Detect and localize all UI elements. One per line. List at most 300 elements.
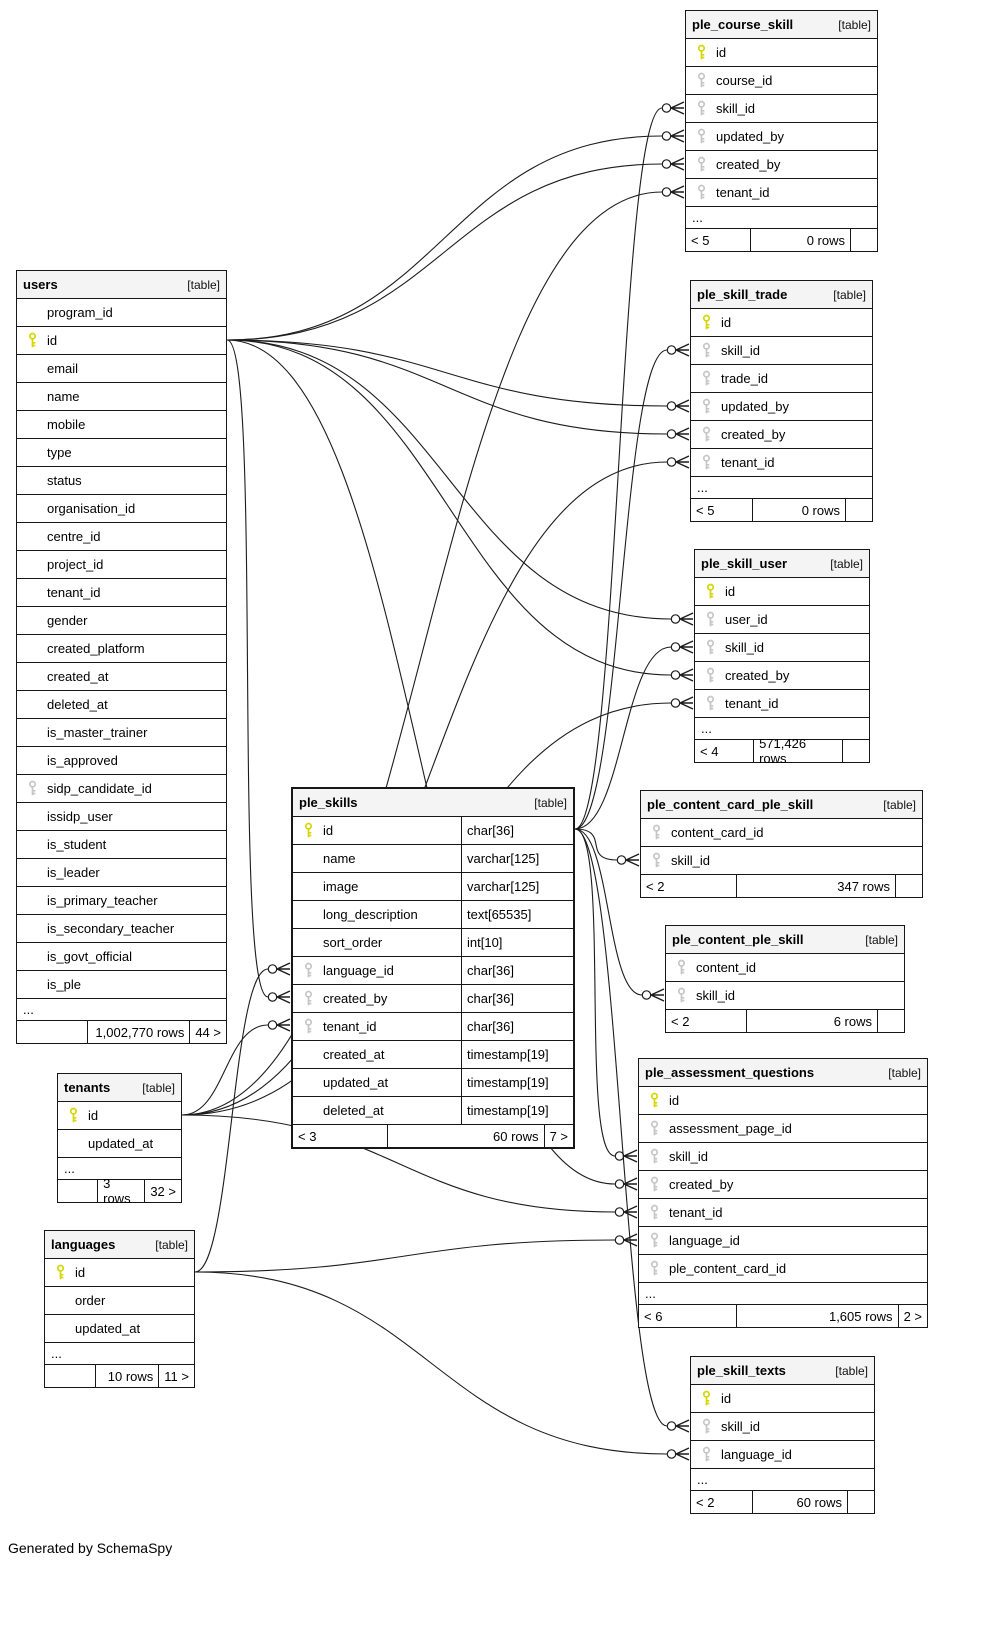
- ellipsis-row: ...: [686, 207, 877, 229]
- zero-circle-marker: [615, 1208, 623, 1216]
- foreign-key-icon: [649, 1260, 660, 1277]
- crows-foot-marker: [676, 400, 689, 412]
- column-row-ple_skills-name: [293, 845, 573, 873]
- column-name: content_id: [696, 960, 756, 975]
- column-name: created_at: [323, 1047, 385, 1062]
- table-tag: [table]: [830, 556, 863, 571]
- table-footer-ple_content_ple_skill: [666, 1010, 904, 1032]
- column-row-ple_skill_trade-id: [691, 309, 872, 337]
- zero-circle-marker: [667, 1450, 675, 1458]
- footer-row-count: 1,605 rows: [737, 1305, 899, 1327]
- footer-row-count: 571,426 rows: [754, 740, 843, 762]
- table-tag: [table]: [888, 1065, 921, 1080]
- column-row-ple_skill_texts-skill_id: [691, 1413, 874, 1441]
- column-name: skill_id: [671, 853, 711, 868]
- table-header-ple_content_card_ple_skill: [641, 791, 922, 819]
- footer-child-count: 32 >: [150, 1183, 176, 1199]
- foreign-key-icon-slot: [691, 370, 721, 387]
- foreign-key-icon-slot: [639, 1204, 669, 1221]
- footer-child-count: [851, 229, 877, 251]
- column-name: id: [47, 333, 58, 348]
- column-name: name: [47, 389, 80, 404]
- foreign-key-icon-slot: [293, 962, 323, 979]
- footer-child-count: [846, 499, 872, 521]
- column-row-ple_skills-created_by: [293, 985, 573, 1013]
- crows-foot-marker: [680, 641, 693, 653]
- primary-key-icon-slot: [639, 1092, 669, 1109]
- column-row-ple_skills-tenant_id: [293, 1013, 573, 1041]
- footer-child-count: 2 >: [903, 1308, 922, 1324]
- column-type: timestamp[19]: [461, 1041, 573, 1068]
- footer-parent-count: < 2: [641, 875, 737, 897]
- column-name: tenant_id: [721, 455, 775, 470]
- foreign-key-icon: [701, 1446, 712, 1463]
- table-ple_skill_user: [694, 549, 870, 766]
- crows-foot-marker: [277, 963, 290, 975]
- crows-foot-marker: [671, 158, 684, 170]
- column-name: tenant_id: [47, 585, 101, 600]
- primary-key-icon-slot: [17, 332, 47, 349]
- foreign-key-icon-slot: [695, 667, 725, 684]
- column-name: created_by: [725, 668, 790, 683]
- column-name: order: [75, 1293, 106, 1308]
- table-header-users: [17, 271, 226, 299]
- column-row-users-centre_id: [17, 523, 226, 551]
- table-title: ple_skill_user: [701, 556, 787, 571]
- primary-key-icon: [68, 1107, 79, 1124]
- column-row-ple_course_skill-created_by: [686, 151, 877, 179]
- column-row-users-mobile: [17, 411, 226, 439]
- foreign-key-icon-slot: [666, 959, 696, 976]
- foreign-key-icon: [676, 959, 687, 976]
- column-row-languages-order: [45, 1287, 194, 1315]
- column-name: skill_id: [721, 1419, 761, 1434]
- column-row-ple_skills-long_description: [293, 901, 573, 929]
- foreign-key-icon-slot: [686, 156, 716, 173]
- column-name: assessment_page_id: [669, 1121, 792, 1136]
- crows-foot-marker: [680, 697, 693, 709]
- table-header-languages: [45, 1231, 194, 1259]
- foreign-key-icon: [701, 454, 712, 471]
- column-name: deleted_at: [323, 1103, 384, 1118]
- table-footer-ple_assessment_questions: [639, 1305, 927, 1327]
- table-footer-ple_skill_user: [695, 736, 869, 766]
- column-name: is_primary_teacher: [47, 893, 158, 908]
- foreign-key-icon-slot: [691, 454, 721, 471]
- column-row-ple_skill_trade-created_by: [691, 421, 872, 449]
- table-ple_assessment_questions: [638, 1058, 928, 1328]
- foreign-key-icon: [705, 611, 716, 628]
- table-ple_content_ple_skill: [665, 925, 905, 1033]
- table-tag: [table]: [883, 797, 916, 812]
- foreign-key-icon: [696, 156, 707, 173]
- foreign-key-icon-slot: [641, 852, 671, 869]
- table-title: ple_content_ple_skill: [672, 932, 804, 947]
- column-name: image: [323, 879, 359, 894]
- column-name: language_id: [669, 1233, 740, 1248]
- foreign-key-icon-slot: [691, 398, 721, 415]
- footer-child-count: [843, 740, 869, 762]
- table-title: ple_content_card_ple_skill: [647, 797, 814, 812]
- column-name: updated_by: [716, 129, 784, 144]
- zero-circle-marker: [671, 671, 679, 679]
- table-title: ple_course_skill: [692, 17, 794, 32]
- table-footer-ple_content_card_ple_skill: [641, 875, 922, 897]
- foreign-key-icon-slot: [691, 426, 721, 443]
- table-header-tenants: [58, 1074, 181, 1102]
- zero-circle-marker: [667, 458, 675, 466]
- foreign-key-icon: [696, 184, 707, 201]
- zero-circle-marker: [662, 160, 670, 168]
- ellipsis-row: ...: [691, 477, 872, 499]
- crows-foot-marker: [680, 613, 693, 625]
- column-row-users-id: [17, 327, 226, 355]
- relationship-ple_skills-id-to-ple_content_card_ple_skill-skill_id: [575, 829, 639, 866]
- column-name: is_secondary_teacher: [47, 921, 175, 936]
- column-name: updated_by: [721, 399, 789, 414]
- column-row-users-status: [17, 467, 226, 495]
- foreign-key-icon-slot: [686, 184, 716, 201]
- column-row-languages-updated_at: [45, 1315, 194, 1343]
- column-row-users-is_govt_official: [17, 943, 226, 971]
- column-row-ple_assessment_questions-created_by: [639, 1171, 927, 1199]
- table-tenants: [57, 1073, 182, 1206]
- primary-key-icon: [649, 1092, 660, 1109]
- column-row-users-type: [17, 439, 226, 467]
- column-row-ple_content_card_ple_skill-content_card_id: [641, 819, 922, 847]
- table-title: users: [23, 277, 58, 292]
- foreign-key-icon-slot: [639, 1232, 669, 1249]
- table-title: ple_skill_trade: [697, 287, 788, 302]
- column-row-users-program_id: [17, 299, 226, 327]
- column-name: is_student: [47, 837, 107, 852]
- foreign-key-icon: [696, 72, 707, 89]
- footer-parent-count: < 2: [666, 1010, 747, 1032]
- foreign-key-icon: [676, 987, 687, 1004]
- foreign-key-icon-slot: [666, 987, 696, 1004]
- ellipsis-row: ...: [17, 999, 226, 1021]
- column-name: id: [323, 823, 334, 838]
- column-name: project_id: [47, 557, 104, 572]
- crows-foot-marker: [676, 456, 689, 468]
- crows-foot-marker: [626, 854, 639, 866]
- foreign-key-icon: [701, 1418, 712, 1435]
- crows-foot-marker: [676, 1448, 689, 1460]
- column-name: status: [47, 473, 82, 488]
- column-row-users-deleted_at: [17, 691, 226, 719]
- table-header-ple_skill_user: [695, 550, 869, 578]
- column-row-users-created_at: [17, 663, 226, 691]
- foreign-key-icon: [303, 990, 314, 1007]
- table-ple_skill_texts: [690, 1356, 875, 1514]
- table-footer-ple_course_skill: [686, 229, 877, 251]
- zero-circle-marker: [667, 1422, 675, 1430]
- column-name: type: [47, 445, 72, 460]
- relationship-languages-id-to-ple_skill_texts-language_id: [195, 1272, 689, 1460]
- column-row-ple_content_ple_skill-content_id: [666, 954, 904, 982]
- column-name: tenant_id: [716, 185, 770, 200]
- foreign-key-icon: [705, 695, 716, 712]
- column-name: id: [716, 45, 727, 60]
- column-name: created_platform: [47, 641, 145, 656]
- table-tag: [table]: [142, 1080, 175, 1095]
- zero-circle-marker: [671, 643, 679, 651]
- footer-parent-count: [58, 1180, 98, 1202]
- column-type: timestamp[19]: [461, 1069, 573, 1096]
- column-row-tenants-id: [58, 1102, 181, 1130]
- foreign-key-icon: [649, 1148, 660, 1165]
- footer-row-count: 0 rows: [753, 499, 846, 521]
- crows-foot-marker: [676, 1420, 689, 1432]
- column-name: id: [721, 1391, 732, 1406]
- primary-key-icon-slot: [695, 583, 725, 600]
- column-row-users-email: [17, 355, 226, 383]
- column-name: updated_at: [75, 1321, 141, 1336]
- footer-child-count: [878, 1010, 904, 1032]
- table-tag: [table]: [865, 932, 898, 947]
- crows-foot-marker: [680, 669, 693, 681]
- table-ple_course_skill: [685, 10, 878, 252]
- primary-key-icon: [705, 583, 716, 600]
- primary-key-icon: [701, 314, 712, 331]
- primary-key-icon: [701, 1390, 712, 1407]
- generator-credit: Generated by SchemaSpy: [8, 1540, 173, 1556]
- crows-foot-marker: [671, 186, 684, 198]
- table-header-ple_skill_trade: [691, 281, 872, 309]
- column-row-users-is_primary_teacher: [17, 887, 226, 915]
- column-row-ple_course_skill-skill_id: [686, 95, 877, 123]
- zero-circle-marker: [662, 132, 670, 140]
- foreign-key-icon-slot: [293, 1018, 323, 1035]
- crows-foot-marker: [624, 1150, 637, 1162]
- column-name: tenant_id: [725, 696, 779, 711]
- column-row-ple_skill_user-user_id: [695, 606, 869, 634]
- column-type: varchar[125]: [461, 873, 573, 900]
- foreign-key-icon: [303, 962, 314, 979]
- column-name: created_by: [721, 427, 786, 442]
- crows-foot-marker: [676, 428, 689, 440]
- column-name: id: [669, 1093, 680, 1108]
- column-name: skill_id: [721, 343, 761, 358]
- foreign-key-icon-slot: [639, 1260, 669, 1277]
- column-row-tenants-updated_at: [58, 1130, 181, 1158]
- table-ple_content_card_ple_skill: [640, 790, 923, 898]
- footer-row-count: 3 rows: [98, 1180, 145, 1202]
- table-tag: [table]: [155, 1237, 188, 1252]
- column-name: created_by: [669, 1177, 734, 1192]
- table-tag: [table]: [534, 795, 567, 810]
- column-name: organisation_id: [47, 501, 136, 516]
- relationship-ple_skills-id-to-ple_skill_trade-skill_id: [575, 344, 689, 829]
- column-name: skill_id: [716, 101, 756, 116]
- table-tag: [table]: [833, 287, 866, 302]
- zero-circle-marker: [268, 965, 276, 973]
- table-footer-users: [17, 1021, 226, 1043]
- column-row-users-is_leader: [17, 859, 226, 887]
- column-name: created_by: [716, 157, 781, 172]
- column-row-ple_skills-image: [293, 873, 573, 901]
- foreign-key-icon: [705, 667, 716, 684]
- column-row-ple_assessment_questions-assessment_page_id: [639, 1115, 927, 1143]
- column-row-users-project_id: [17, 551, 226, 579]
- footer-row-count: 0 rows: [751, 229, 851, 251]
- crows-foot-marker: [277, 991, 290, 1003]
- column-row-users-is_student: [17, 831, 226, 859]
- foreign-key-icon: [705, 639, 716, 656]
- footer-row-count: 10 rows: [96, 1365, 160, 1387]
- primary-key-icon-slot: [58, 1107, 88, 1124]
- ellipsis-row: ...: [45, 1343, 194, 1365]
- primary-key-icon-slot: [691, 1390, 721, 1407]
- crows-foot-marker: [651, 989, 664, 1001]
- column-row-ple_assessment_questions-language_id: [639, 1227, 927, 1255]
- footer-parent-count: < 6: [639, 1305, 737, 1327]
- column-type: int[10]: [461, 929, 573, 956]
- column-row-ple_skill_user-id: [695, 578, 869, 606]
- table-header-ple_course_skill: [686, 11, 877, 39]
- column-row-ple_assessment_questions-ple_content_card_id: [639, 1255, 927, 1283]
- column-row-users-name: [17, 383, 226, 411]
- column-name: created_by: [323, 991, 388, 1006]
- zero-circle-marker: [667, 402, 675, 410]
- footer-row-count: 60 rows: [388, 1125, 544, 1147]
- column-name: updated_at: [323, 1075, 389, 1090]
- column-row-ple_skill_trade-updated_by: [691, 393, 872, 421]
- foreign-key-icon: [649, 1120, 660, 1137]
- column-row-users-created_platform: [17, 635, 226, 663]
- column-row-users-is_ple: [17, 971, 226, 999]
- primary-key-icon: [696, 44, 707, 61]
- column-row-ple_content_card_ple_skill-skill_id: [641, 847, 922, 875]
- column-name: is_govt_official: [47, 949, 133, 964]
- foreign-key-icon-slot: [695, 639, 725, 656]
- foreign-key-icon-slot: [293, 990, 323, 1007]
- column-row-ple_course_skill-updated_by: [686, 123, 877, 151]
- column-name: tenant_id: [323, 1019, 377, 1034]
- column-row-ple_assessment_questions-skill_id: [639, 1143, 927, 1171]
- primary-key-icon: [303, 822, 314, 839]
- column-type: char[36]: [461, 1013, 573, 1040]
- column-row-users-is_master_trainer: [17, 719, 226, 747]
- column-name: is_leader: [47, 865, 100, 880]
- column-name: trade_id: [721, 371, 768, 386]
- ellipsis-row: ...: [695, 718, 869, 740]
- foreign-key-icon-slot: [17, 780, 47, 797]
- foreign-key-icon: [651, 824, 662, 841]
- table-footer-ple_skills: [293, 1125, 573, 1147]
- foreign-key-icon: [701, 426, 712, 443]
- foreign-key-icon-slot: [641, 824, 671, 841]
- column-type: char[36]: [461, 957, 573, 984]
- foreign-key-icon: [649, 1204, 660, 1221]
- zero-circle-marker: [662, 188, 670, 196]
- table-footer-tenants: [58, 1176, 181, 1206]
- relationship-ple_skills-id-to-ple_assessment_questions-skill_id: [575, 829, 637, 1162]
- primary-key-icon: [27, 332, 38, 349]
- table-title: tenants: [64, 1080, 111, 1095]
- column-name: language_id: [323, 963, 394, 978]
- column-row-ple_skill_trade-skill_id: [691, 337, 872, 365]
- footer-child-count: [896, 875, 922, 897]
- column-row-ple_course_skill-id: [686, 39, 877, 67]
- column-name: is_master_trainer: [47, 725, 148, 740]
- column-name: skill_id: [696, 988, 736, 1003]
- zero-circle-marker: [671, 699, 679, 707]
- footer-parent-count: < 2: [691, 1491, 753, 1513]
- column-row-ple_skills-deleted_at: [293, 1097, 573, 1125]
- column-row-ple_course_skill-tenant_id: [686, 179, 877, 207]
- column-row-ple_skill_user-created_by: [695, 662, 869, 690]
- foreign-key-icon: [649, 1176, 660, 1193]
- footer-row-count: 347 rows: [737, 875, 896, 897]
- column-name: name: [323, 851, 356, 866]
- table-header-ple_assessment_questions: [639, 1059, 927, 1087]
- column-name: is_ple: [47, 977, 81, 992]
- column-type: timestamp[19]: [461, 1097, 573, 1124]
- ellipsis-row: ...: [58, 1158, 181, 1180]
- ellipsis-row: ...: [639, 1283, 927, 1305]
- column-name: skill_id: [669, 1149, 709, 1164]
- column-type: char[36]: [461, 817, 573, 844]
- column-row-ple_skill_trade-tenant_id: [691, 449, 872, 477]
- column-type: text[65535]: [461, 901, 573, 928]
- column-row-ple_skills-updated_at: [293, 1069, 573, 1097]
- table-footer-languages: [45, 1365, 194, 1387]
- foreign-key-icon-slot: [639, 1148, 669, 1165]
- zero-circle-marker: [268, 1021, 276, 1029]
- column-name: gender: [47, 613, 88, 628]
- foreign-key-icon-slot: [695, 695, 725, 712]
- column-name: mobile: [47, 417, 86, 432]
- crows-foot-marker: [671, 102, 684, 114]
- column-row-ple_skill_user-skill_id: [695, 634, 869, 662]
- column-row-languages-id: [45, 1259, 194, 1287]
- ellipsis-row: ...: [691, 1469, 874, 1491]
- footer-child-count: 44 >: [195, 1024, 221, 1040]
- table-tag: [table]: [835, 1363, 868, 1378]
- crows-foot-marker: [676, 344, 689, 356]
- column-row-users-tenant_id: [17, 579, 226, 607]
- relationship-languages-id-to-ple_assessment_questions-language_id: [195, 1234, 637, 1272]
- column-name: updated_at: [88, 1136, 154, 1151]
- relationship-users-id-to-ple_skills-created_by: [227, 340, 290, 1003]
- crows-foot-marker: [671, 130, 684, 142]
- foreign-key-icon: [696, 128, 707, 145]
- column-name: skill_id: [725, 640, 765, 655]
- foreign-key-icon: [27, 780, 38, 797]
- footer-row-count: 6 rows: [747, 1010, 878, 1032]
- footer-child-count: 11 >: [164, 1368, 189, 1384]
- column-name: course_id: [716, 73, 773, 88]
- table-languages: [44, 1230, 195, 1388]
- column-row-ple_skills-sort_order: [293, 929, 573, 957]
- primary-key-icon-slot: [293, 822, 323, 839]
- column-name: content_card_id: [671, 825, 764, 840]
- crows-foot-marker: [277, 1019, 290, 1031]
- relationship-users-id-to-ple_skill_trade-created_by: [227, 340, 689, 440]
- table-ple_skills: [291, 787, 575, 1149]
- column-name: program_id: [47, 305, 113, 320]
- foreign-key-icon-slot: [691, 1446, 721, 1463]
- foreign-key-icon-slot: [686, 72, 716, 89]
- foreign-key-icon: [649, 1232, 660, 1249]
- column-type: char[36]: [461, 985, 573, 1012]
- table-title: ple_skills: [299, 795, 358, 810]
- foreign-key-icon: [651, 852, 662, 869]
- column-row-ple_assessment_questions-id: [639, 1087, 927, 1115]
- table-footer-ple_skill_trade: [691, 499, 872, 521]
- table-title: ple_skill_texts: [697, 1363, 786, 1378]
